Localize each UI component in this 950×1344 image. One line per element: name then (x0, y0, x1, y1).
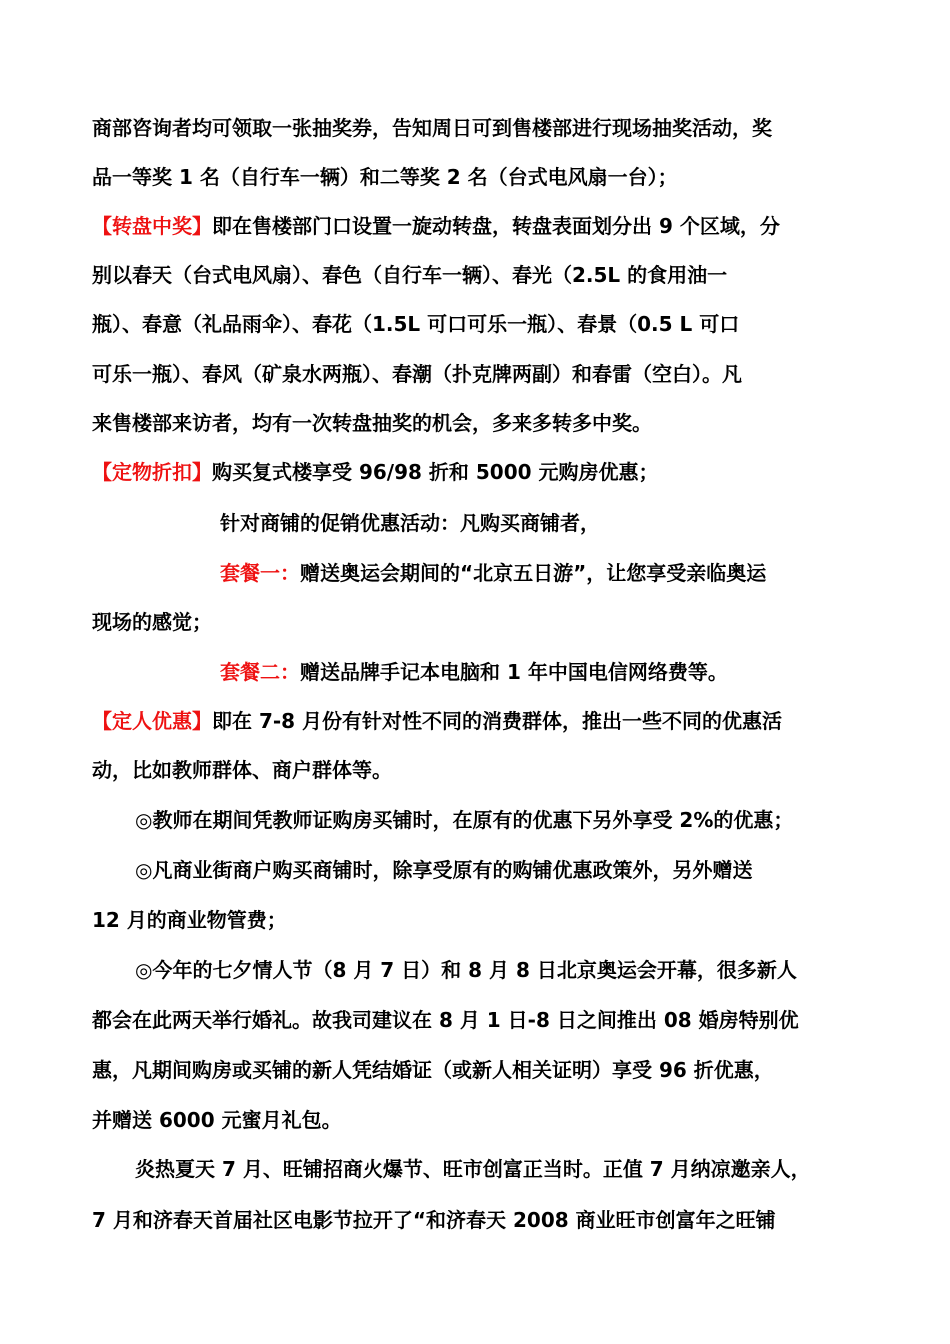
paragraph-text: 购买复式楼享受 96/98 折和 5000 元购房优惠； (212, 460, 659, 484)
paragraph-line (92, 708, 782, 734)
paragraph-line: 都会在此两天举行婚礼。故我司建议在 8 月 1 日-8 日之间推出 08 婚房特别优 (92, 1008, 799, 1032)
bullet-item: ◎凡商业街商户购买商铺时，除享受原有的购铺优惠政策外，另外赠送 (135, 858, 753, 882)
paragraph-line: 品一等奖 1 名（自行车一辆）和二等奖 2 名（台式电风扇一台）； (92, 165, 678, 189)
section-label-discount: 【定物折扣】 (92, 460, 212, 484)
paragraph-text: 即在 7-8 月份有针对性不同的消费群体，推出一些不同的优惠活 (212, 709, 783, 733)
paragraph-line: 惠，凡期间购房或买铺的新人凭结婚证（或新人相关证明）享受 96 折优惠， (92, 1058, 774, 1082)
paragraph-line: 可乐一瓶）、春风（矿泉水两瓶）、春潮（扑克牌两副）和春雷（空白）。凡 (92, 362, 742, 386)
paragraph-line: 针对商铺的促销优惠活动：凡购买商铺者， (220, 511, 600, 535)
paragraph-text: 即在售楼部门口设置一旋动转盘，转盘表面划分出 9 个区域，分 (212, 214, 780, 238)
paragraph-line: 现场的感觉； (92, 610, 212, 634)
paragraph-text: 赠送奥运会期间的“北京五日游”，让您享受亲临奥运 (300, 561, 767, 585)
paragraph-line (220, 659, 728, 685)
paragraph-line (220, 560, 766, 586)
paragraph-line: 动，比如教师群体、商户群体等。 (92, 758, 392, 782)
paragraph-line: 瓶）、春意（礼品雨伞）、春花（1.5L 可口可乐一瓶）、春景（0.5 L 可口 (92, 312, 740, 336)
package-two-label: 套餐二： (220, 660, 300, 684)
paragraph-line: 别以春天（台式电风扇）、春色（自行车一辆）、春光（2.5L 的食用油一 (92, 263, 728, 287)
paragraph-line: 商部咨询者均可领取一张抽奖券，告知周日可到售楼部进行现场抽奖活动，奖 (92, 116, 772, 140)
paragraph-line: 7 月和济春天首届社区电影节拉开了“和济春天 2008 商业旺市创富年之旺铺 (92, 1208, 776, 1232)
bullet-item: ◎今年的七夕情人节（8 月 7 日）和 8 月 8 日北京奥运会开幕，很多新人 (135, 958, 797, 982)
bullet-item: ◎教师在期间凭教师证购房买铺时，在原有的优惠下另外享受 2%的优惠； (135, 808, 794, 832)
package-one-label: 套餐一： (220, 561, 300, 585)
paragraph-line: 来售楼部来访者，均有一次转盘抽奖的机会，多来多转多中奖。 (92, 411, 652, 435)
paragraph-line (92, 213, 780, 239)
paragraph-line (92, 459, 658, 485)
section-label-turntable: 【转盘中奖】 (92, 214, 212, 238)
paragraph-line: 并赠送 6000 元蜜月礼包。 (92, 1108, 342, 1132)
paragraph-text: 赠送品牌手记本电脑和 1 年中国电信网络费等。 (300, 660, 728, 684)
paragraph-line: 炎热夏天 7 月、旺铺招商火爆节、旺市创富正当时。正值 7 月纳凉邀亲人， (135, 1157, 811, 1181)
paragraph-line: 12 月的商业物管费； (92, 908, 287, 932)
section-label-targeted: 【定人优惠】 (92, 709, 212, 733)
